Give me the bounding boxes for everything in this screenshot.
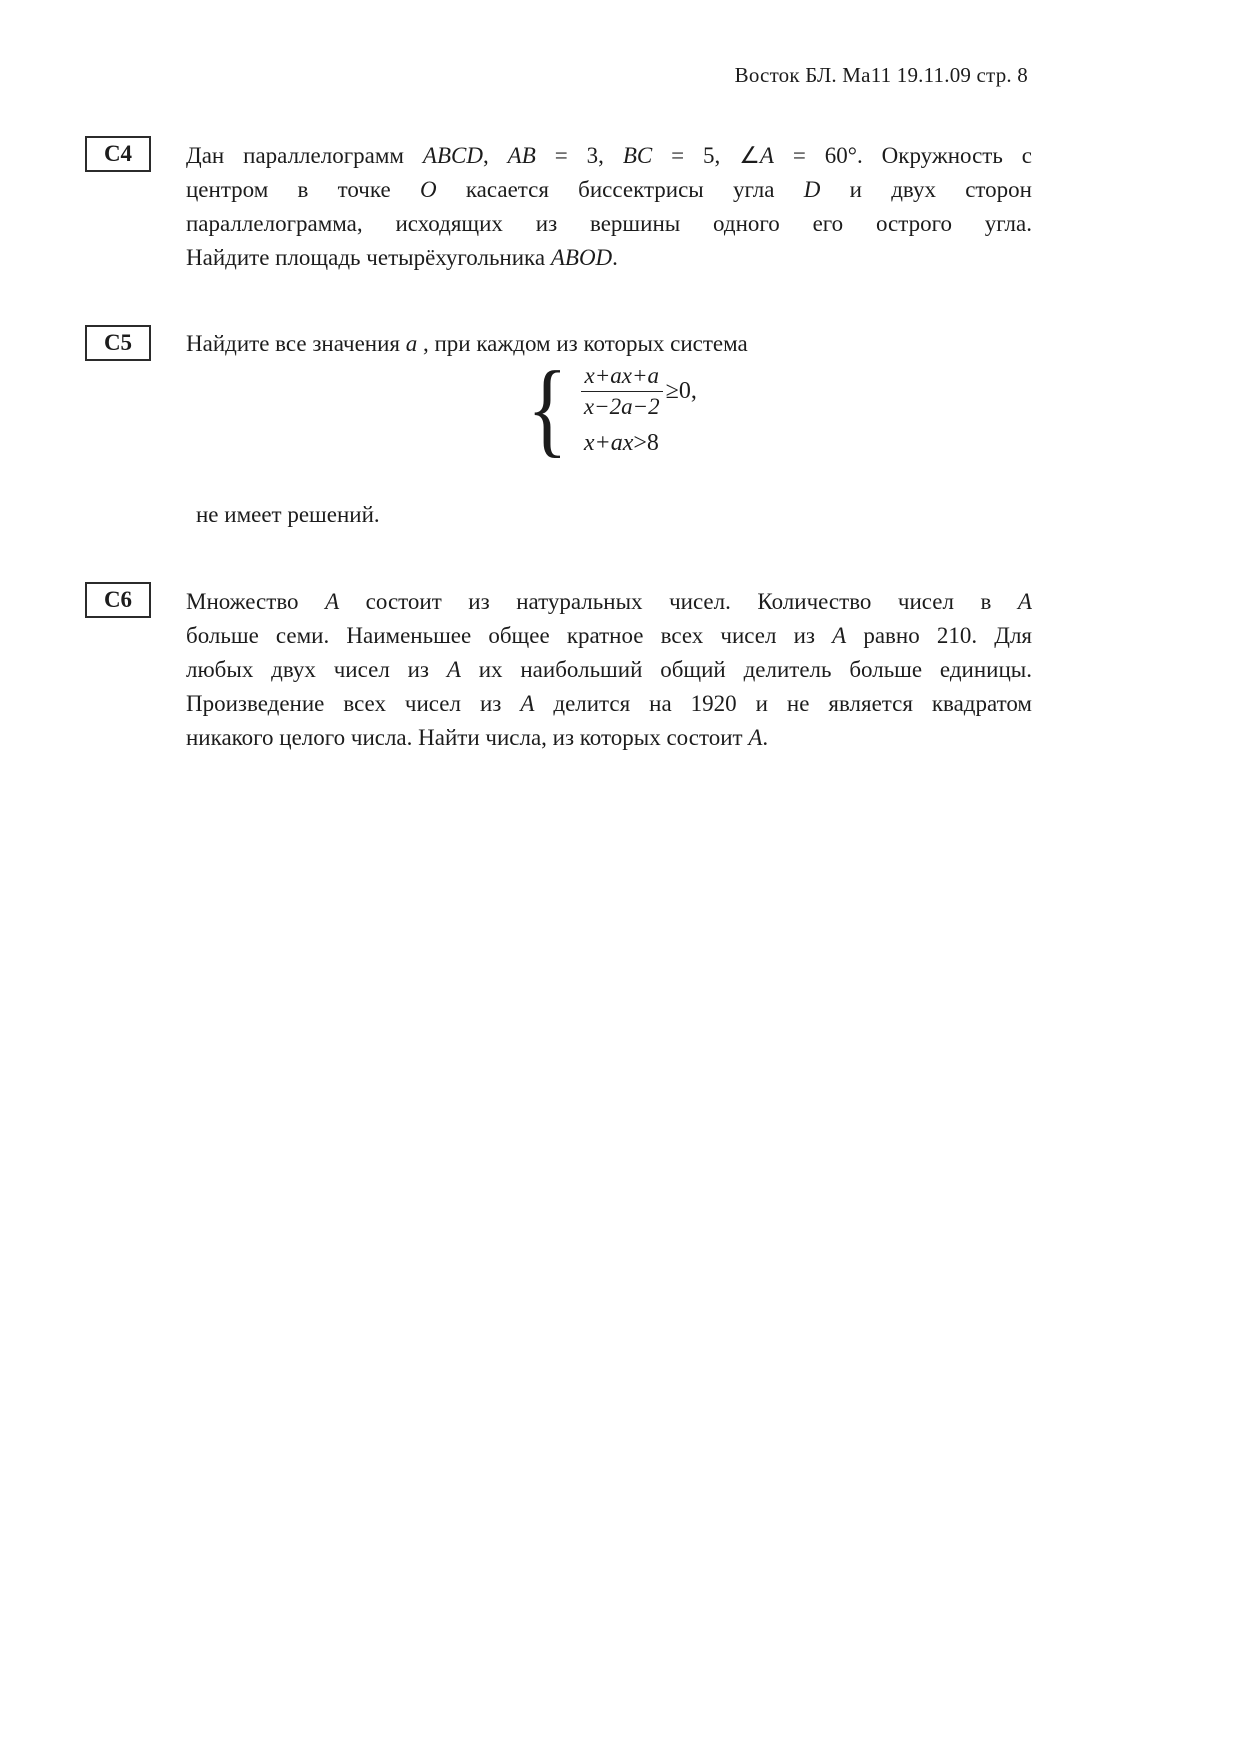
text-line [186, 241, 1032, 275]
text-line [186, 173, 1032, 207]
page-header: Восток БЛ. Ма11 19.11.09 стр. 8 [734, 63, 1028, 87]
system-second-inequality [580, 430, 697, 457]
system-body [580, 362, 697, 457]
text-line [186, 653, 1032, 687]
problem-c4-text [186, 139, 1032, 275]
text-segment: состоит из натуральных чисел. Количество чисел в [339, 589, 1018, 614]
text-segment: x+ax+a [584, 362, 659, 388]
system-first-inequality [580, 362, 697, 421]
fraction-numerator [581, 362, 663, 392]
text-segment: их наибольший общий делитель больше единицы. [460, 657, 1032, 682]
text-segment: a [405, 331, 418, 356]
text-segment: A [759, 143, 774, 168]
text-line [186, 721, 1032, 755]
text-line [186, 139, 1032, 173]
text-segment: Найдите все значения [186, 331, 406, 356]
fraction-denominator [580, 392, 664, 421]
problem-c6-text [186, 585, 1032, 755]
text-segment: D [803, 177, 821, 202]
text-segment: A [1017, 589, 1032, 614]
problem-c5-inequality-system [527, 350, 697, 467]
text-segment: A [520, 691, 535, 716]
text-segment: = 5, ∠ [652, 143, 760, 168]
text-segment: ≥0, [665, 377, 697, 404]
text-line [186, 207, 1032, 241]
text-segment: . [762, 725, 769, 750]
text-segment: , [482, 143, 508, 168]
text-segment: = 3, [535, 143, 623, 168]
text-segment: любых двух чисел из [186, 657, 447, 682]
text-segment: параллелограмма, исходящих из вершины одного его острого угла. [186, 211, 1032, 236]
text-segment: делится на 1920 и не является квадратом [534, 691, 1032, 716]
text-segment: Найдите площадь четырёхугольника [186, 245, 551, 270]
text-segment: и двух сторон [820, 177, 1032, 202]
system-brace-icon: { [527, 350, 568, 467]
text-segment: больше семи. Наименьшее общее кратное всех чисел из [186, 623, 833, 648]
text-segment: касается биссектрисы угла [436, 177, 804, 202]
text-segment: A [446, 657, 461, 682]
text-segment: Произведение всех чисел из [186, 691, 521, 716]
text-segment: Дан параллелограмм [186, 143, 423, 168]
problem-c5-outro [196, 498, 1042, 532]
text-segment: AB [507, 143, 536, 168]
text-segment: A [748, 725, 763, 750]
problem-label-c4: С4 [85, 136, 151, 172]
text-segment: x+ax [583, 429, 634, 456]
text-line [186, 619, 1032, 653]
problem-label-c5: С5 [85, 325, 151, 361]
text-segment: не имеет решений. [196, 502, 380, 527]
text-segment: x−2a−2 [583, 393, 660, 419]
text-line [186, 687, 1032, 721]
text-segment: A [832, 623, 847, 648]
text-line [186, 585, 1032, 619]
text-segment: BC [622, 143, 653, 168]
fraction [580, 362, 664, 421]
text-line [196, 498, 1042, 532]
text-segment: >8 [633, 429, 659, 456]
text-segment: равно 210. Для [846, 623, 1032, 648]
text-segment: A [325, 589, 340, 614]
inequality-relation [666, 378, 697, 405]
text-segment: ABOD [550, 245, 613, 270]
text-segment: = 60°. Окружность с [773, 143, 1032, 168]
problem-label-c6: С6 [85, 582, 151, 618]
text-segment: , при каждом из которых система [417, 331, 748, 356]
text-segment: O [419, 177, 437, 202]
text-segment: Множество [186, 589, 326, 614]
text-segment: ABCD [422, 143, 483, 168]
text-segment: центром в точке [186, 177, 420, 202]
text-segment: . [612, 245, 618, 270]
text-segment: никакого целого числа. Найти числа, из которых состоит [186, 725, 749, 750]
